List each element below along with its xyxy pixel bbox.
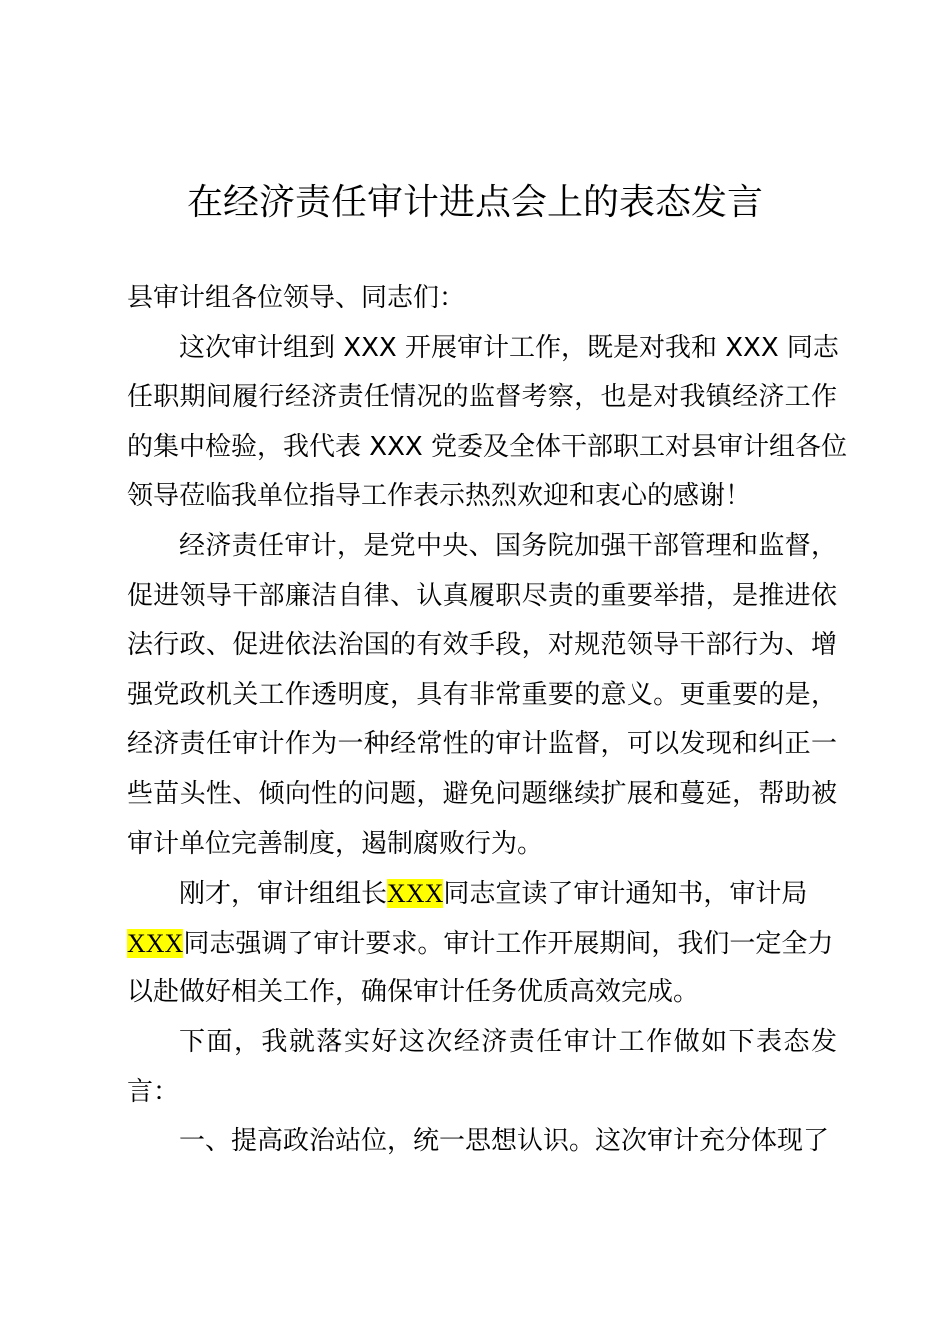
paragraph-line: 任职期间履行经济责任情况的监督考察，也是对我镇经济工作: [127, 382, 837, 413]
paragraph-4: [127, 1018, 837, 1117]
paragraph-line: 些苗头性、倾向性的问题，避免问题继续扩展和蔓延，帮助被: [127, 778, 837, 809]
paragraph-line: 法行政、促进依法治国的有效手段，对规范领导干部行为、增: [127, 630, 837, 661]
paragraph-line: 的集中检验，我代表 XXX 党委及全体干部职工对县审计组各位: [127, 431, 847, 462]
text-run: 同志宣读了审计通知书，审计局: [443, 879, 808, 910]
paragraph-line: 这次审计组到 XXX 开展审计工作，既是对我和 XXX 同志: [179, 332, 839, 363]
paragraph-5: [127, 1117, 837, 1167]
section-heading-line: 一、提高政治站位，统一思想认识。这次审计充分体现了: [179, 1126, 830, 1157]
paragraph-line: 下面，我就落实好这次经济责任审计工作做如下表态发: [179, 1026, 837, 1057]
text-run: 刚才，审计组组长: [179, 879, 388, 910]
document-body: [127, 274, 847, 1167]
paragraph-line: 言：: [127, 1076, 180, 1107]
text-run: 同志强调了审计要求。审计工作开展期间，我们一定全力: [183, 928, 834, 959]
paragraph-line: 强党政机关工作透明度，具有非常重要的意义。更重要的是，: [127, 679, 837, 710]
highlighted-placeholder: XXX: [127, 928, 184, 958]
highlighted-placeholder: XXX: [387, 879, 444, 909]
paragraph-3: [127, 869, 837, 1018]
document-title: 在经济责任审计进点会上的表态发言: [186, 182, 763, 223]
paragraph-line: 以赴做好相关工作，确保审计任务优质高效完成。: [127, 977, 700, 1008]
paragraph-2: [127, 522, 837, 869]
paragraph-line: [127, 919, 837, 969]
paragraph-line: 经济责任审计作为一种经常性的审计监督，可以发现和纠正一: [127, 729, 837, 760]
salutation: 县审计组各位领导、同志们：: [127, 283, 466, 313]
paragraph-line: 促进领导干部廉洁自律、认真履职尽责的重要举措，是推进依: [127, 580, 837, 611]
paragraph-line: 审计单位完善制度，遏制腐败行为。: [127, 828, 544, 859]
paragraph-line: 领导莅临我单位指导工作表示热烈欢迎和衷心的感谢！: [127, 481, 752, 512]
paragraph-line: 经济责任审计，是党中央、国务院加强干部管理和监督，: [179, 530, 837, 561]
paragraph-1: [127, 324, 847, 522]
paragraph-line: [127, 869, 837, 919]
